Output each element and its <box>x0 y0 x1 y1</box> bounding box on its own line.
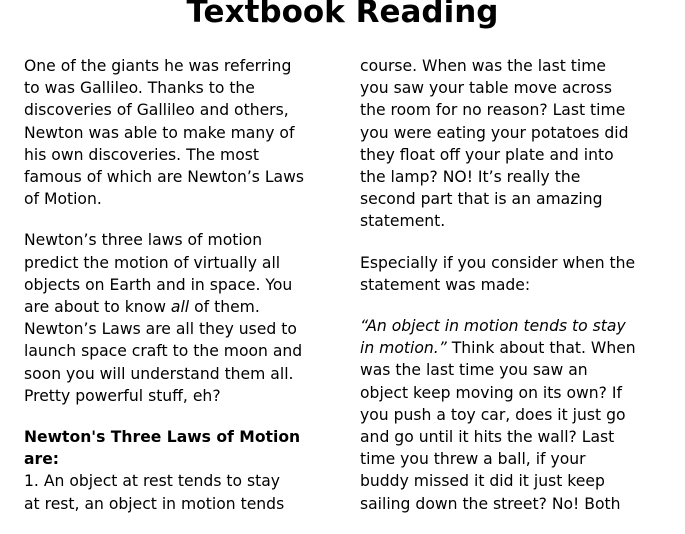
text-line: Newton was able to make many of <box>24 123 295 142</box>
text-line: his own discoveries. The most <box>24 145 260 164</box>
list-item: at rest, an object in motion tends <box>24 494 285 513</box>
paragraph-especially <box>360 252 660 296</box>
text-line: object keep moving on its own? If <box>360 383 622 402</box>
text-line: you were eating your potatoes did <box>360 123 629 142</box>
laws-list <box>24 470 324 514</box>
section-heading <box>24 426 324 470</box>
page-title: Textbook Reading <box>186 0 499 30</box>
text-line <box>360 337 660 359</box>
text-line: was the last time you saw an <box>360 361 588 380</box>
text-line: Newton’s Laws are all they used to <box>24 320 297 339</box>
list-item: 1. An object at rest tends to stay <box>24 472 281 491</box>
text-line: launch space craft to the moon and <box>24 342 303 361</box>
text-fragment: of them. <box>189 298 260 317</box>
text-line: course. When was the last time <box>360 57 607 75</box>
text-line: discoveries of Gallileo and others, <box>24 101 289 120</box>
emphasis-text: all <box>170 298 190 317</box>
text-line: predict the motion of virtually all <box>24 253 281 272</box>
text-line: Newton’s three laws of motion <box>24 231 263 250</box>
heading-line: are: <box>24 450 60 469</box>
left-column <box>24 55 324 534</box>
text-line: soon you will understand them all. <box>24 364 294 383</box>
text-fragment: are about to know <box>24 298 171 317</box>
heading-line: Newton's Three Laws of Motion <box>24 428 301 447</box>
text-line: Pretty powerful stuff, eh? <box>24 386 221 405</box>
text-line: the lamp? NO! It’s really the <box>360 168 581 187</box>
right-column <box>360 55 660 534</box>
paragraph-giants <box>24 55 324 210</box>
text-line: you saw your table move across <box>360 79 612 98</box>
text-line: buddy missed it did it just keep <box>360 472 605 491</box>
text-line: to was Gallileo. Thanks to the <box>24 79 255 98</box>
quote-fragment: in motion.” <box>360 339 447 358</box>
text-line: One of the giants he was referring <box>24 57 292 75</box>
text-line: they float off your plate and into <box>360 145 614 164</box>
text-line: and go until it hits the wall? Last <box>360 428 615 447</box>
text-line: sailing down the street? No! Both <box>360 494 621 513</box>
quote-line: “An object in motion tends to stay <box>360 317 626 336</box>
text-line <box>24 296 324 318</box>
paragraph-three-laws <box>24 229 324 407</box>
paragraph-table-potatoes <box>360 55 660 233</box>
text-line: the room for no reason? Last time <box>360 101 626 120</box>
paragraph-object-in-motion <box>360 315 660 515</box>
text-line: Especially if you consider when the <box>360 253 636 272</box>
text-line: objects on Earth and in space. You <box>24 275 293 294</box>
text-line: statement was made: <box>360 275 531 294</box>
text-line: you push a toy car, does it just go <box>360 405 626 424</box>
text-line: famous of which are Newton’s Laws <box>24 168 304 187</box>
text-line: of Motion. <box>24 190 102 209</box>
text-fragment: Think about that. When <box>446 339 636 358</box>
text-line: second part that is an amazing <box>360 190 603 209</box>
text-line: statement. <box>360 212 446 231</box>
text-line: time you threw a ball, if your <box>360 450 586 469</box>
